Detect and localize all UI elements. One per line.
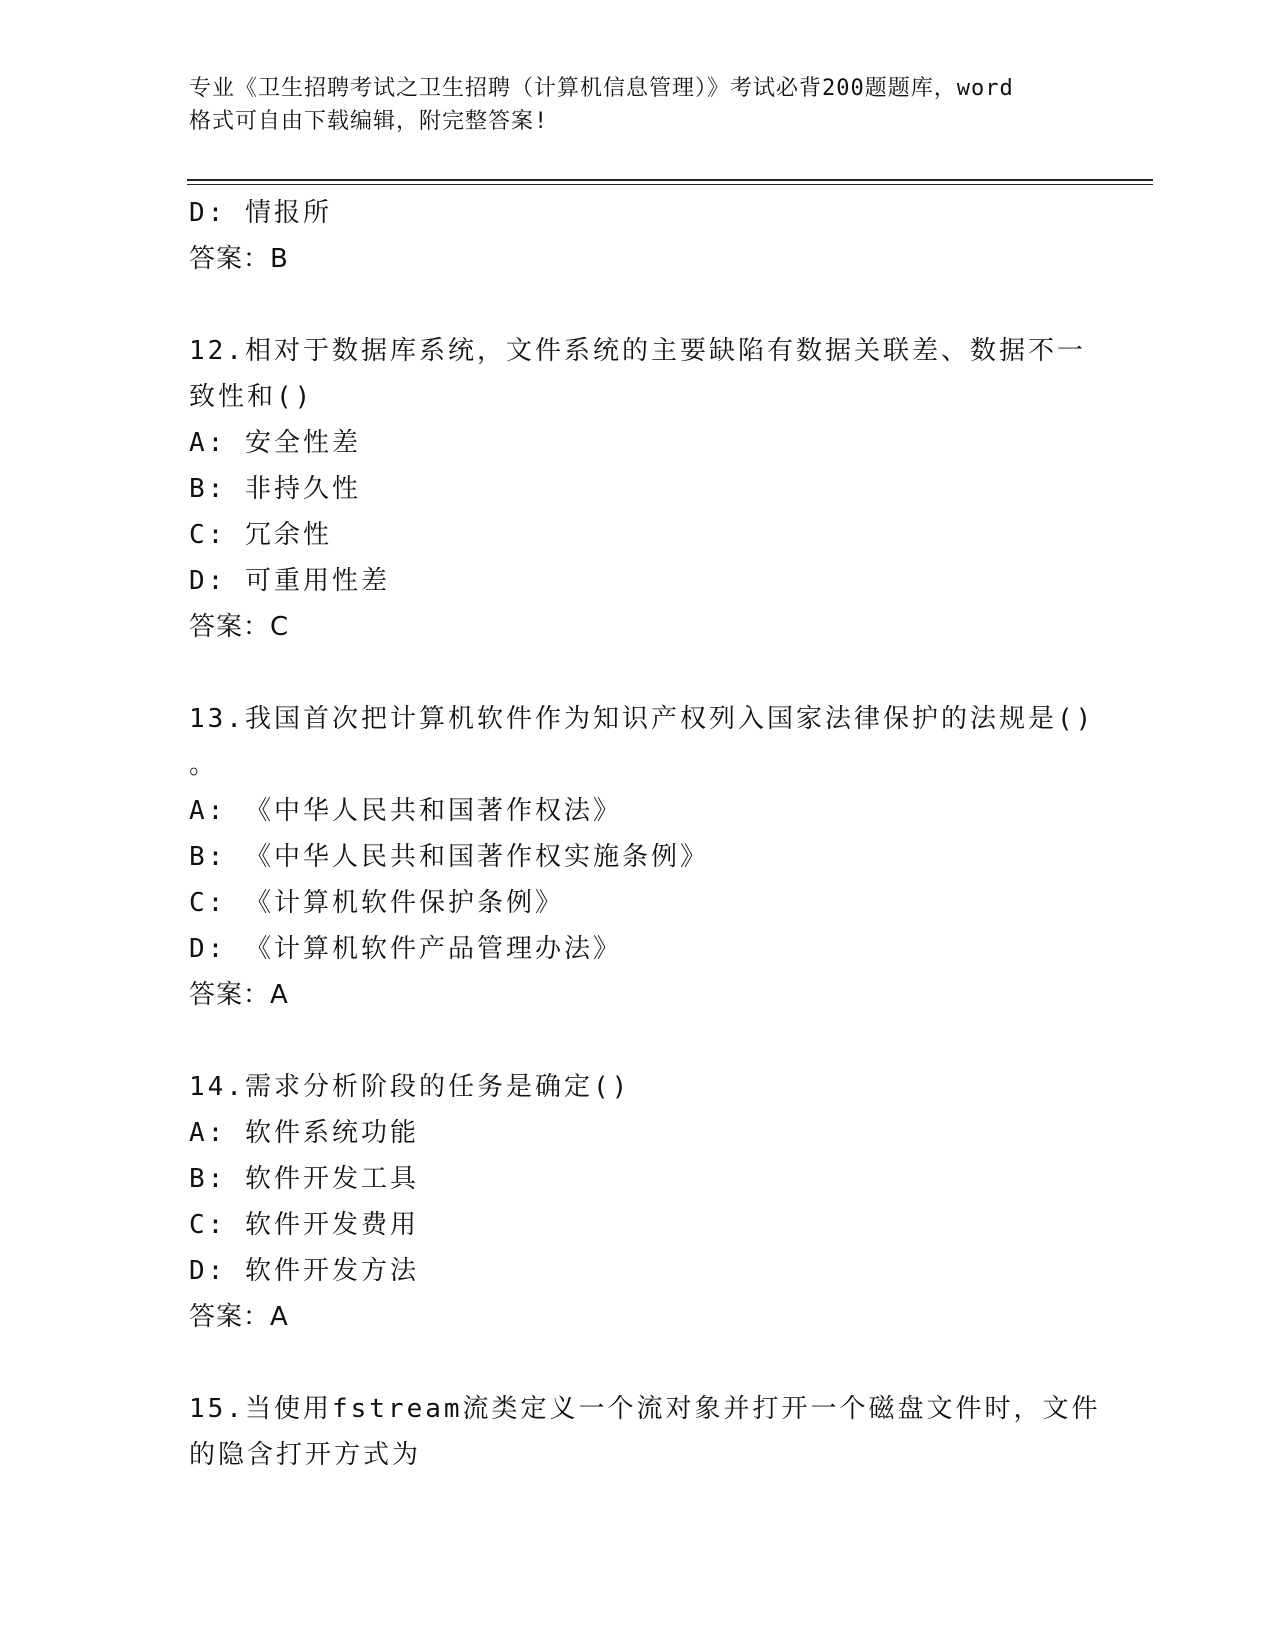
question-stem: 13.我国首次把计算机软件作为知识产权列入国家法律保护的法规是() [189,704,1095,734]
question-12 [189,328,1089,650]
option-b: B: 非持久性 [189,474,361,504]
question-stem: 14.需求分析阶段的任务是确定() [189,1072,631,1102]
header-line-2: 格式可自由下载编辑，附完整答案! [189,109,549,134]
option-d: D: 软件开发方法 [189,1256,419,1286]
question-stem-continued: 的隐含打开方式为 [189,1440,422,1470]
answer: 答案：B [189,244,289,274]
question-stem-continued: 。 [189,750,219,780]
option-c: C: 《计算机软件保护条例》 [189,888,564,918]
option-c: C: 冗余性 [189,520,332,550]
option-a: A: 安全性差 [189,428,361,458]
option-d: D: 《计算机软件产品管理办法》 [189,934,622,964]
answer: 答案：A [189,1302,289,1332]
option-d: D: 可重用性差 [189,566,390,596]
option-d: D: 情报所 [189,198,332,228]
option-b: B: 《中华人民共和国著作权实施条例》 [189,842,709,872]
header-divider-thick [187,179,1153,181]
question-list [189,190,1101,1478]
question-stem-continued: 致性和() [189,382,314,412]
option-b: B: 软件开发工具 [189,1164,419,1194]
question-14 [189,1064,1089,1340]
answer: 答案：C [189,612,290,642]
question-15 [189,1386,1101,1478]
question-13 [189,696,1095,1018]
option-a: A: 软件系统功能 [189,1118,419,1148]
header-divider-thin [187,184,1153,185]
question-stem: 12.相对于数据库系统，文件系统的主要缺陷有数据关联差、数据不一 [189,336,1086,366]
header-line-1: 专业《卫生招聘考试之卫生招聘（计算机信息管理）》考试必背200题题库，word [189,76,1014,101]
option-a: A: 《中华人民共和国著作权法》 [189,796,622,826]
option-c: C: 软件开发费用 [189,1210,419,1240]
page-header [189,72,1089,138]
answer: 答案：A [189,980,289,1010]
question-stem: 15.当使用fstream流类定义一个流对象并打开一个磁盘文件时，文件 [189,1394,1101,1424]
